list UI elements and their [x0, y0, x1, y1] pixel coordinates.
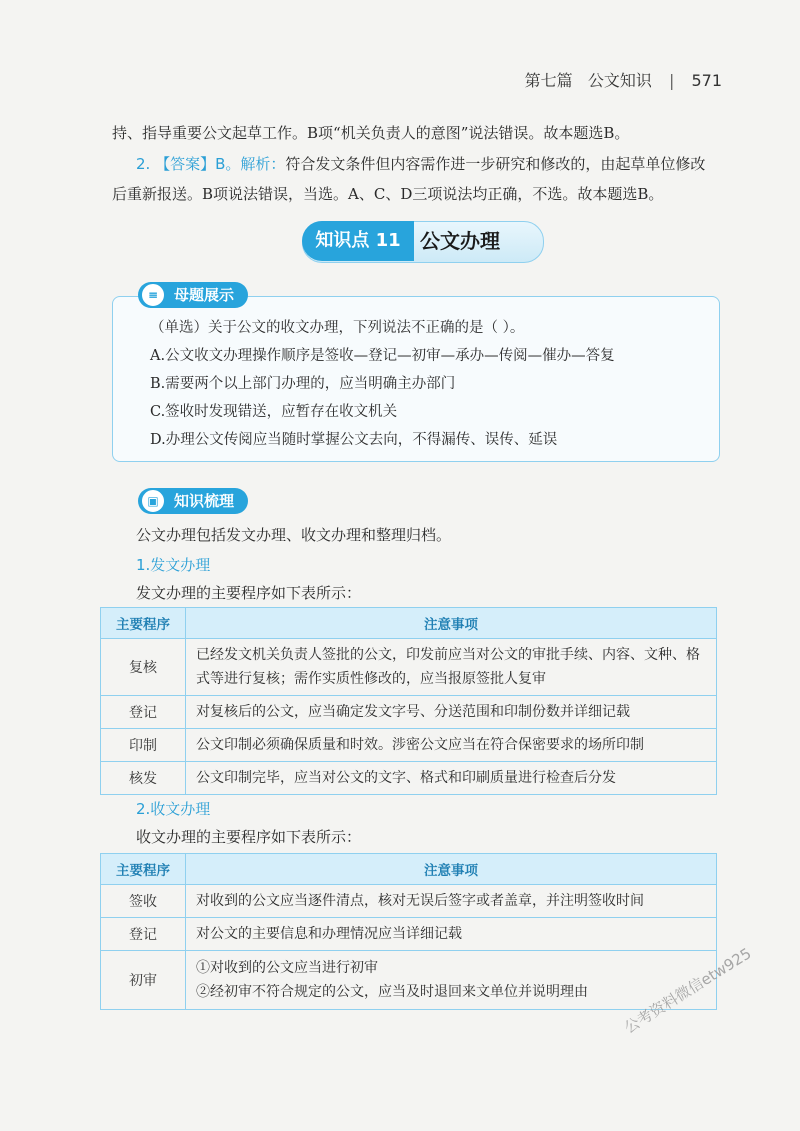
section-label: 第七篇	[524, 71, 573, 90]
watermark: 公考资料微信etw925	[621, 944, 755, 1037]
note-cell	[186, 951, 717, 1010]
note-line-1: ①对收到的公文应当进行初审	[196, 960, 378, 976]
knowledge-point-title: 公文办理	[420, 229, 500, 253]
note-cell: 对公文的主要信息和办理情况应当详细记载	[186, 918, 717, 951]
intro-line-1: 持、指导重要公文起草工作。B项“机关负责人的意图”说法错误。故本题选B。	[112, 124, 630, 142]
option-d: D.办理公文传阅应当随时掌握公文去向，不得漏传、误传、延误	[150, 432, 558, 448]
table-row	[101, 639, 717, 696]
step-cell: 印制	[101, 729, 186, 762]
send-table-header	[101, 608, 717, 639]
note-cell: 已经发文机关负责人签批的公文，印发前应当对公文的审批手续、内容、文种、格式等进行复核；需作实质性修改的，应当报原签批人复审	[186, 639, 717, 696]
answer-tag: 【答案】B。	[155, 155, 241, 173]
header-separator: |	[668, 71, 675, 90]
table-row	[101, 885, 717, 918]
note-line-2: ②经初审不符合规定的公文，应当及时退回来文单位并说明理由	[196, 984, 588, 1000]
analysis-label: 解析：	[240, 155, 286, 173]
receive-table	[100, 853, 717, 1010]
option-b: B.需要两个以上部门办理的，应当明确主办部门	[150, 376, 456, 392]
knowledge-review-tag-label: 知识梳理	[174, 492, 235, 510]
send-table	[100, 607, 717, 795]
note-cell: 公文印制完毕，应当对公文的文字、格式和印刷质量进行检查后分发	[186, 762, 717, 795]
table-row	[101, 951, 717, 1010]
step-cell: 核发	[101, 762, 186, 795]
note-cell: 公文印制必须确保质量和时效。涉密公文应当在符合保密要求的场所印制	[186, 729, 717, 762]
table-row	[101, 696, 717, 729]
mother-question-tag-label: 母题展示	[174, 286, 235, 304]
table-row	[101, 762, 717, 795]
receive-table-header	[101, 854, 717, 885]
receive-heading: 2.收文办理	[136, 800, 211, 818]
intro-line-3: 后重新报送。B项说法错误，当选。A、C、D三项说法均正确，不选。故本题选B。	[112, 185, 664, 203]
note-cell: 对收到的公文应当逐件清点，核对无误后签字或者盖章，并注明签收时间	[186, 885, 717, 918]
step-cell: 初审	[101, 951, 186, 1010]
step-cell: 复核	[101, 639, 186, 696]
receive-col-step: 主要程序	[101, 854, 186, 885]
page-header	[525, 68, 722, 91]
option-a: A.公文收文办理操作顺序是签收—登记—初审—承办—传阅—催办—答复	[150, 348, 615, 364]
question-stem: （单选）关于公文的收文办理，下列说法不正确的是（ ）。	[150, 320, 525, 336]
receive-col-note: 注意事项	[186, 854, 717, 885]
step-cell: 签收	[101, 885, 186, 918]
chapter-label: 公文知识	[587, 71, 652, 90]
page-number: 571	[691, 71, 722, 90]
send-col-note: 注意事项	[186, 608, 717, 639]
step-cell: 登记	[101, 696, 186, 729]
answer-number: 2.	[136, 155, 151, 173]
table-row	[101, 729, 717, 762]
option-c: C.签收时发现错送，应暂存在收文机关	[150, 404, 398, 420]
knowledge-point-label: 知识点 11	[302, 221, 414, 261]
step-cell: 登记	[101, 918, 186, 951]
note-cell: 对复核后的公文，应当确定发文字号、分送范围和印制份数并详细记载	[186, 696, 717, 729]
send-col-step: 主要程序	[101, 608, 186, 639]
answer-text: 符合发文条件但内容需作进一步研究和修改的，由起草单位修改	[285, 155, 706, 173]
review-summary: 公文办理包括发文办理、收文办理和整理归档。	[136, 526, 452, 544]
book-icon: ▣	[140, 488, 166, 514]
receive-intro: 收文办理的主要程序如下表所示：	[136, 828, 362, 846]
answer-line	[136, 149, 726, 179]
table-row	[101, 918, 717, 951]
send-intro: 发文办理的主要程序如下表所示：	[136, 584, 362, 602]
send-heading: 1.发文办理	[136, 556, 211, 574]
document-icon: ≡	[140, 282, 166, 308]
